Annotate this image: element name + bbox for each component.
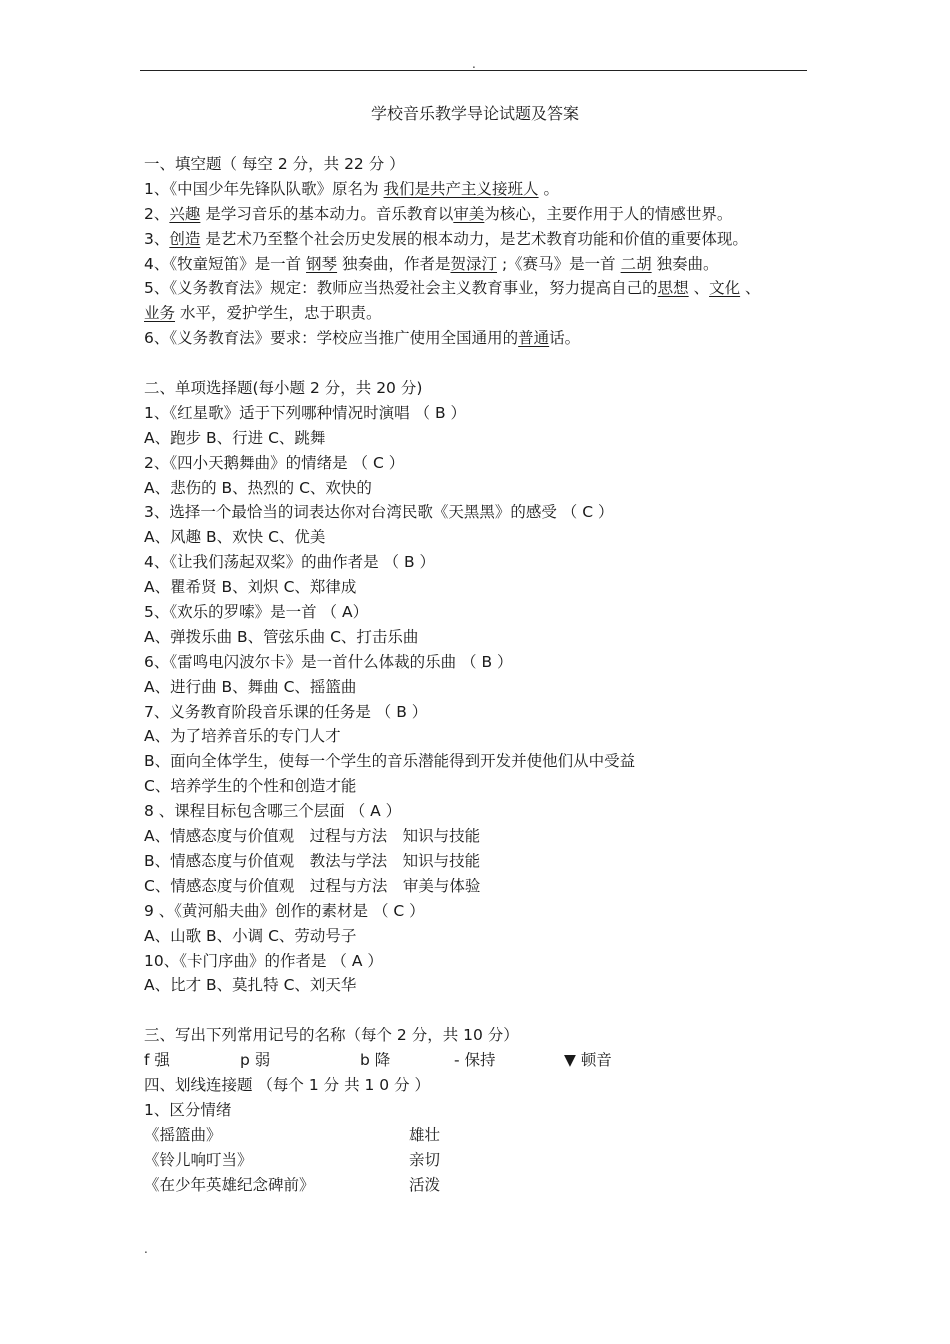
match-row <box>144 1173 814 1198</box>
match-row <box>144 1148 814 1173</box>
choice-line: 5、《欢乐的罗嗦》是一首 （ A） <box>144 603 369 622</box>
choice-line: 9 、《黄河船夫曲》创作的素材是 （ C ） <box>144 901 425 920</box>
choice-line: A、瞿希贤 B、刘炽 C、郑律成 <box>144 578 357 597</box>
section-4-subheading: 1、区分情绪 <box>144 1100 232 1119</box>
match-right: 雄壮 <box>409 1125 441 1144</box>
choice-line: B、面向全体学生，使每一个学生的音乐潜能得到开发并使他们从中受益 <box>144 752 636 771</box>
choice-line: 3、选择一个最恰当的词表达你对台湾民歌《天黑黑》的感受 （ C ） <box>144 503 614 522</box>
fill-question-3: 3、创造 是艺术乃至整个社会历史发展的根本动力，是艺术教育功能和价值的重要体现。 <box>144 229 748 248</box>
fill-question-5: 5、《义务教育法》规定：教师应当热爱社会主义教育事业，努力提高自己的思想 、文化 、 <box>144 279 761 298</box>
choice-line: A、比才 B、莫扎特 C、刘天华 <box>144 976 357 995</box>
choice-line: 10、《卡门序曲》的作者是 （ A ） <box>144 951 383 970</box>
header-rule <box>140 70 807 71</box>
choice-line: 4、《让我们荡起双桨》的曲作者是 （ B ） <box>144 553 436 572</box>
fill-question-4: 4、《牧童短笛》是一首 钢琴 独奏曲，作者是贺渌汀 ;《赛马》是一首 二胡 独奏曲。 <box>144 254 719 273</box>
symbol-staccato: ▼ 顿音 <box>564 1051 612 1070</box>
symbol-row <box>144 1048 814 1073</box>
match-left: 《铃儿响叮当》 <box>144 1150 253 1169</box>
fill-question-2: 2、兴趣 是学习音乐的基本动力。音乐教育以审美为核心，主要作用于人的情感世界。 <box>144 204 733 223</box>
document-title: 学校音乐教学导论试题及答案 <box>370 104 579 123</box>
fill-question-6: 6、《义务教育法》要求：学校应当推广使用全国通用的普通话。 <box>144 329 581 348</box>
choice-line: 1、《红星歌》适于下列哪种情况时演唱 （ B ） <box>144 403 467 422</box>
symbol-piano: p 弱 <box>240 1051 271 1070</box>
choice-line: A、情感态度与价值观 过程与方法 知识与技能 <box>144 827 481 846</box>
document-body <box>144 152 814 1197</box>
section-4-heading: 四、划线连接题 （每个 1 分 共 1 0 分 ） <box>144 1075 431 1094</box>
fill-question-5-cont: 业务 水平，爱护学生，忠于职责。 <box>144 304 382 323</box>
section-3-heading: 三、写出下列常用记号的名称（每个 2 分，共 10 分） <box>144 1026 519 1045</box>
choice-line: A、为了培养音乐的专门人才 <box>144 727 341 746</box>
choice-line: C、培养学生的个性和创造才能 <box>144 777 357 796</box>
symbol-tenuto: - 保持 <box>454 1051 496 1070</box>
choice-line: 7、义务教育阶段音乐课的任务是 （ B ） <box>144 702 428 721</box>
symbol-flat: b 降 <box>360 1051 391 1070</box>
match-row <box>144 1123 814 1148</box>
choice-line: A、弹拨乐曲 B、管弦乐曲 C、打击乐曲 <box>144 627 419 646</box>
match-right: 亲切 <box>409 1150 441 1169</box>
header-dot: . <box>472 57 476 71</box>
symbol-forte: f 强 <box>144 1051 170 1070</box>
choice-line: B、情感态度与价值观 教法与学法 知识与技能 <box>144 851 481 870</box>
choice-line: 6、《雷鸣电闪波尔卡》是一首什么体裁的乐曲 （ B ） <box>144 652 513 671</box>
choice-line: A、山歌 B、小调 C、劳动号子 <box>144 926 357 945</box>
section-2-heading: 二、单项选择题(每小题 2 分，共 20 分) <box>144 379 423 398</box>
choice-line: A、悲伤的 B、热烈的 C、欢快的 <box>144 478 372 497</box>
choice-line: C、情感态度与价值观 过程与方法 审美与体验 <box>144 876 481 895</box>
match-right: 活泼 <box>409 1175 441 1194</box>
choice-line: 8 、课程目标包含哪三个层面 （ A ） <box>144 802 402 821</box>
choice-line: A、进行曲 B、舞曲 C、摇篮曲 <box>144 677 357 696</box>
section-1-heading: 一、填空题（ 每空 2 分，共 22 分 ） <box>144 155 405 173</box>
fill-question-1: 1、《中国少年先锋队队歌》原名为 我们是共产主义接班人 。 <box>144 179 559 198</box>
choice-line: A、跑步 B、行进 C、跳舞 <box>144 428 326 447</box>
choice-line: 2、《四小天鹅舞曲》的情绪是 （ C ） <box>144 453 405 472</box>
match-left: 《摇篮曲》 <box>144 1125 222 1144</box>
footer-dot: . <box>144 1242 148 1256</box>
choice-line: A、风趣 B、欢快 C、优美 <box>144 528 326 547</box>
match-left: 《在少年英雄纪念碑前》 <box>144 1175 315 1194</box>
